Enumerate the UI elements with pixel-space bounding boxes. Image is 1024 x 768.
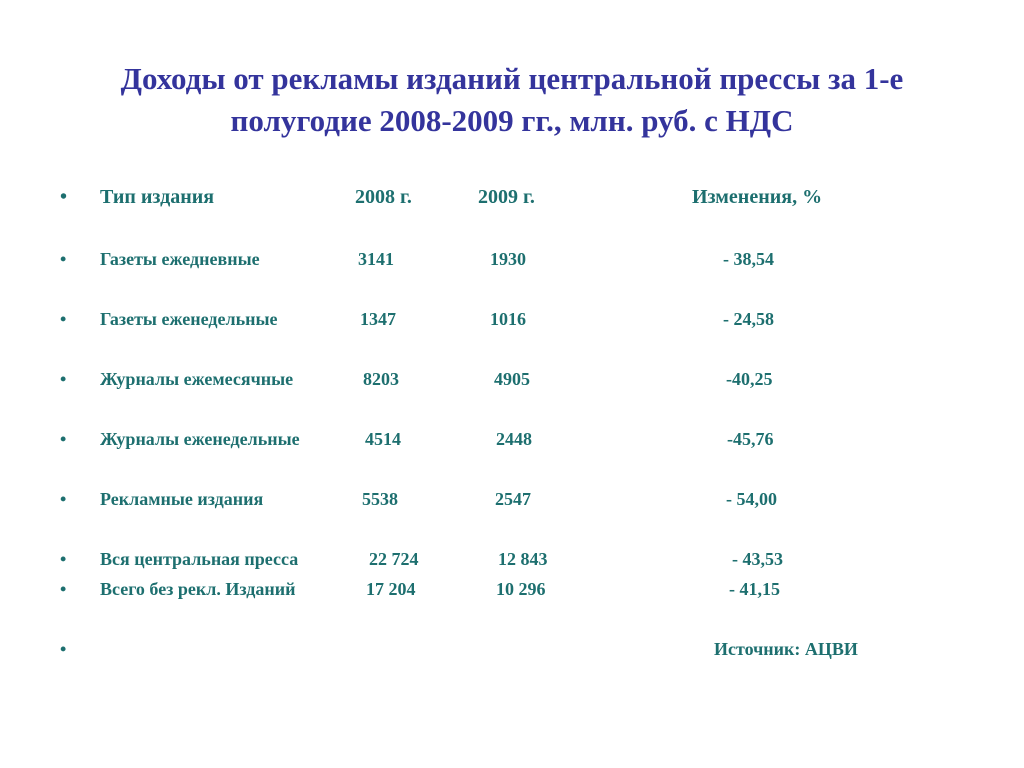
header-change: Изменения, % bbox=[692, 186, 823, 208]
row-type: Журналы ежемесячные bbox=[100, 369, 294, 389]
slide-title bbox=[40, 58, 984, 142]
bullet-icon: • bbox=[60, 429, 67, 449]
row-change: -45,76 bbox=[727, 429, 774, 449]
row-value-2008: 3141 bbox=[358, 249, 394, 269]
row-change: -40,25 bbox=[726, 369, 773, 389]
bullet-icon: • bbox=[60, 579, 67, 599]
row-change: - 41,15 bbox=[729, 579, 780, 599]
slide-title-line-2: полугодие 2008-2009 гг., млн. руб. с НДС bbox=[230, 103, 794, 138]
bullet-icon: • bbox=[60, 369, 67, 389]
row-value-2009: 1016 bbox=[490, 309, 526, 329]
row-value-2008: 8203 bbox=[363, 369, 399, 389]
row-value-2008: 5538 bbox=[362, 489, 398, 509]
row-value-2008: 22 724 bbox=[369, 549, 419, 569]
row-value-2009: 2448 bbox=[496, 429, 532, 449]
source-note: Источник: АЦВИ bbox=[714, 639, 858, 659]
row-change: - 54,00 bbox=[726, 489, 777, 509]
row-value-2009: 4905 bbox=[494, 369, 530, 389]
row-type: Журналы еженедельные bbox=[100, 429, 300, 449]
row-value-2009: 1930 bbox=[490, 249, 526, 269]
row-type: Газеты ежедневные bbox=[100, 249, 260, 269]
row-value-2008: 1347 bbox=[360, 309, 396, 329]
bullet-icon: • bbox=[60, 639, 67, 659]
row-change: - 38,54 bbox=[723, 249, 774, 269]
row-value-2008: 17 204 bbox=[366, 579, 416, 599]
row-type: Газеты еженедельные bbox=[100, 309, 278, 329]
row-change: - 24,58 bbox=[723, 309, 774, 329]
row-value-2009: 12 843 bbox=[498, 549, 548, 569]
bullet-icon: • bbox=[60, 489, 67, 509]
header-type: Тип издания bbox=[100, 186, 215, 208]
bullet-icon: • bbox=[60, 549, 67, 569]
row-change: - 43,53 bbox=[732, 549, 783, 569]
header-2008: 2008 г. bbox=[355, 186, 412, 208]
row-value-2009: 2547 bbox=[495, 489, 531, 509]
bullet-icon: • bbox=[60, 309, 67, 329]
header-2009: 2009 г. bbox=[478, 186, 535, 208]
bullet-icon: • bbox=[60, 186, 68, 208]
slide-title-line-1: Доходы от рекламы изданий центральной прессы за 1-е bbox=[120, 61, 904, 96]
row-type: Всего без рекл. Изданий bbox=[100, 579, 296, 599]
row-type: Вся центральная пресса bbox=[100, 549, 299, 569]
row-type: Рекламные издания bbox=[100, 489, 264, 509]
row-value-2008: 4514 bbox=[365, 429, 401, 449]
bullet-icon: • bbox=[60, 249, 67, 269]
row-value-2009: 10 296 bbox=[496, 579, 546, 599]
